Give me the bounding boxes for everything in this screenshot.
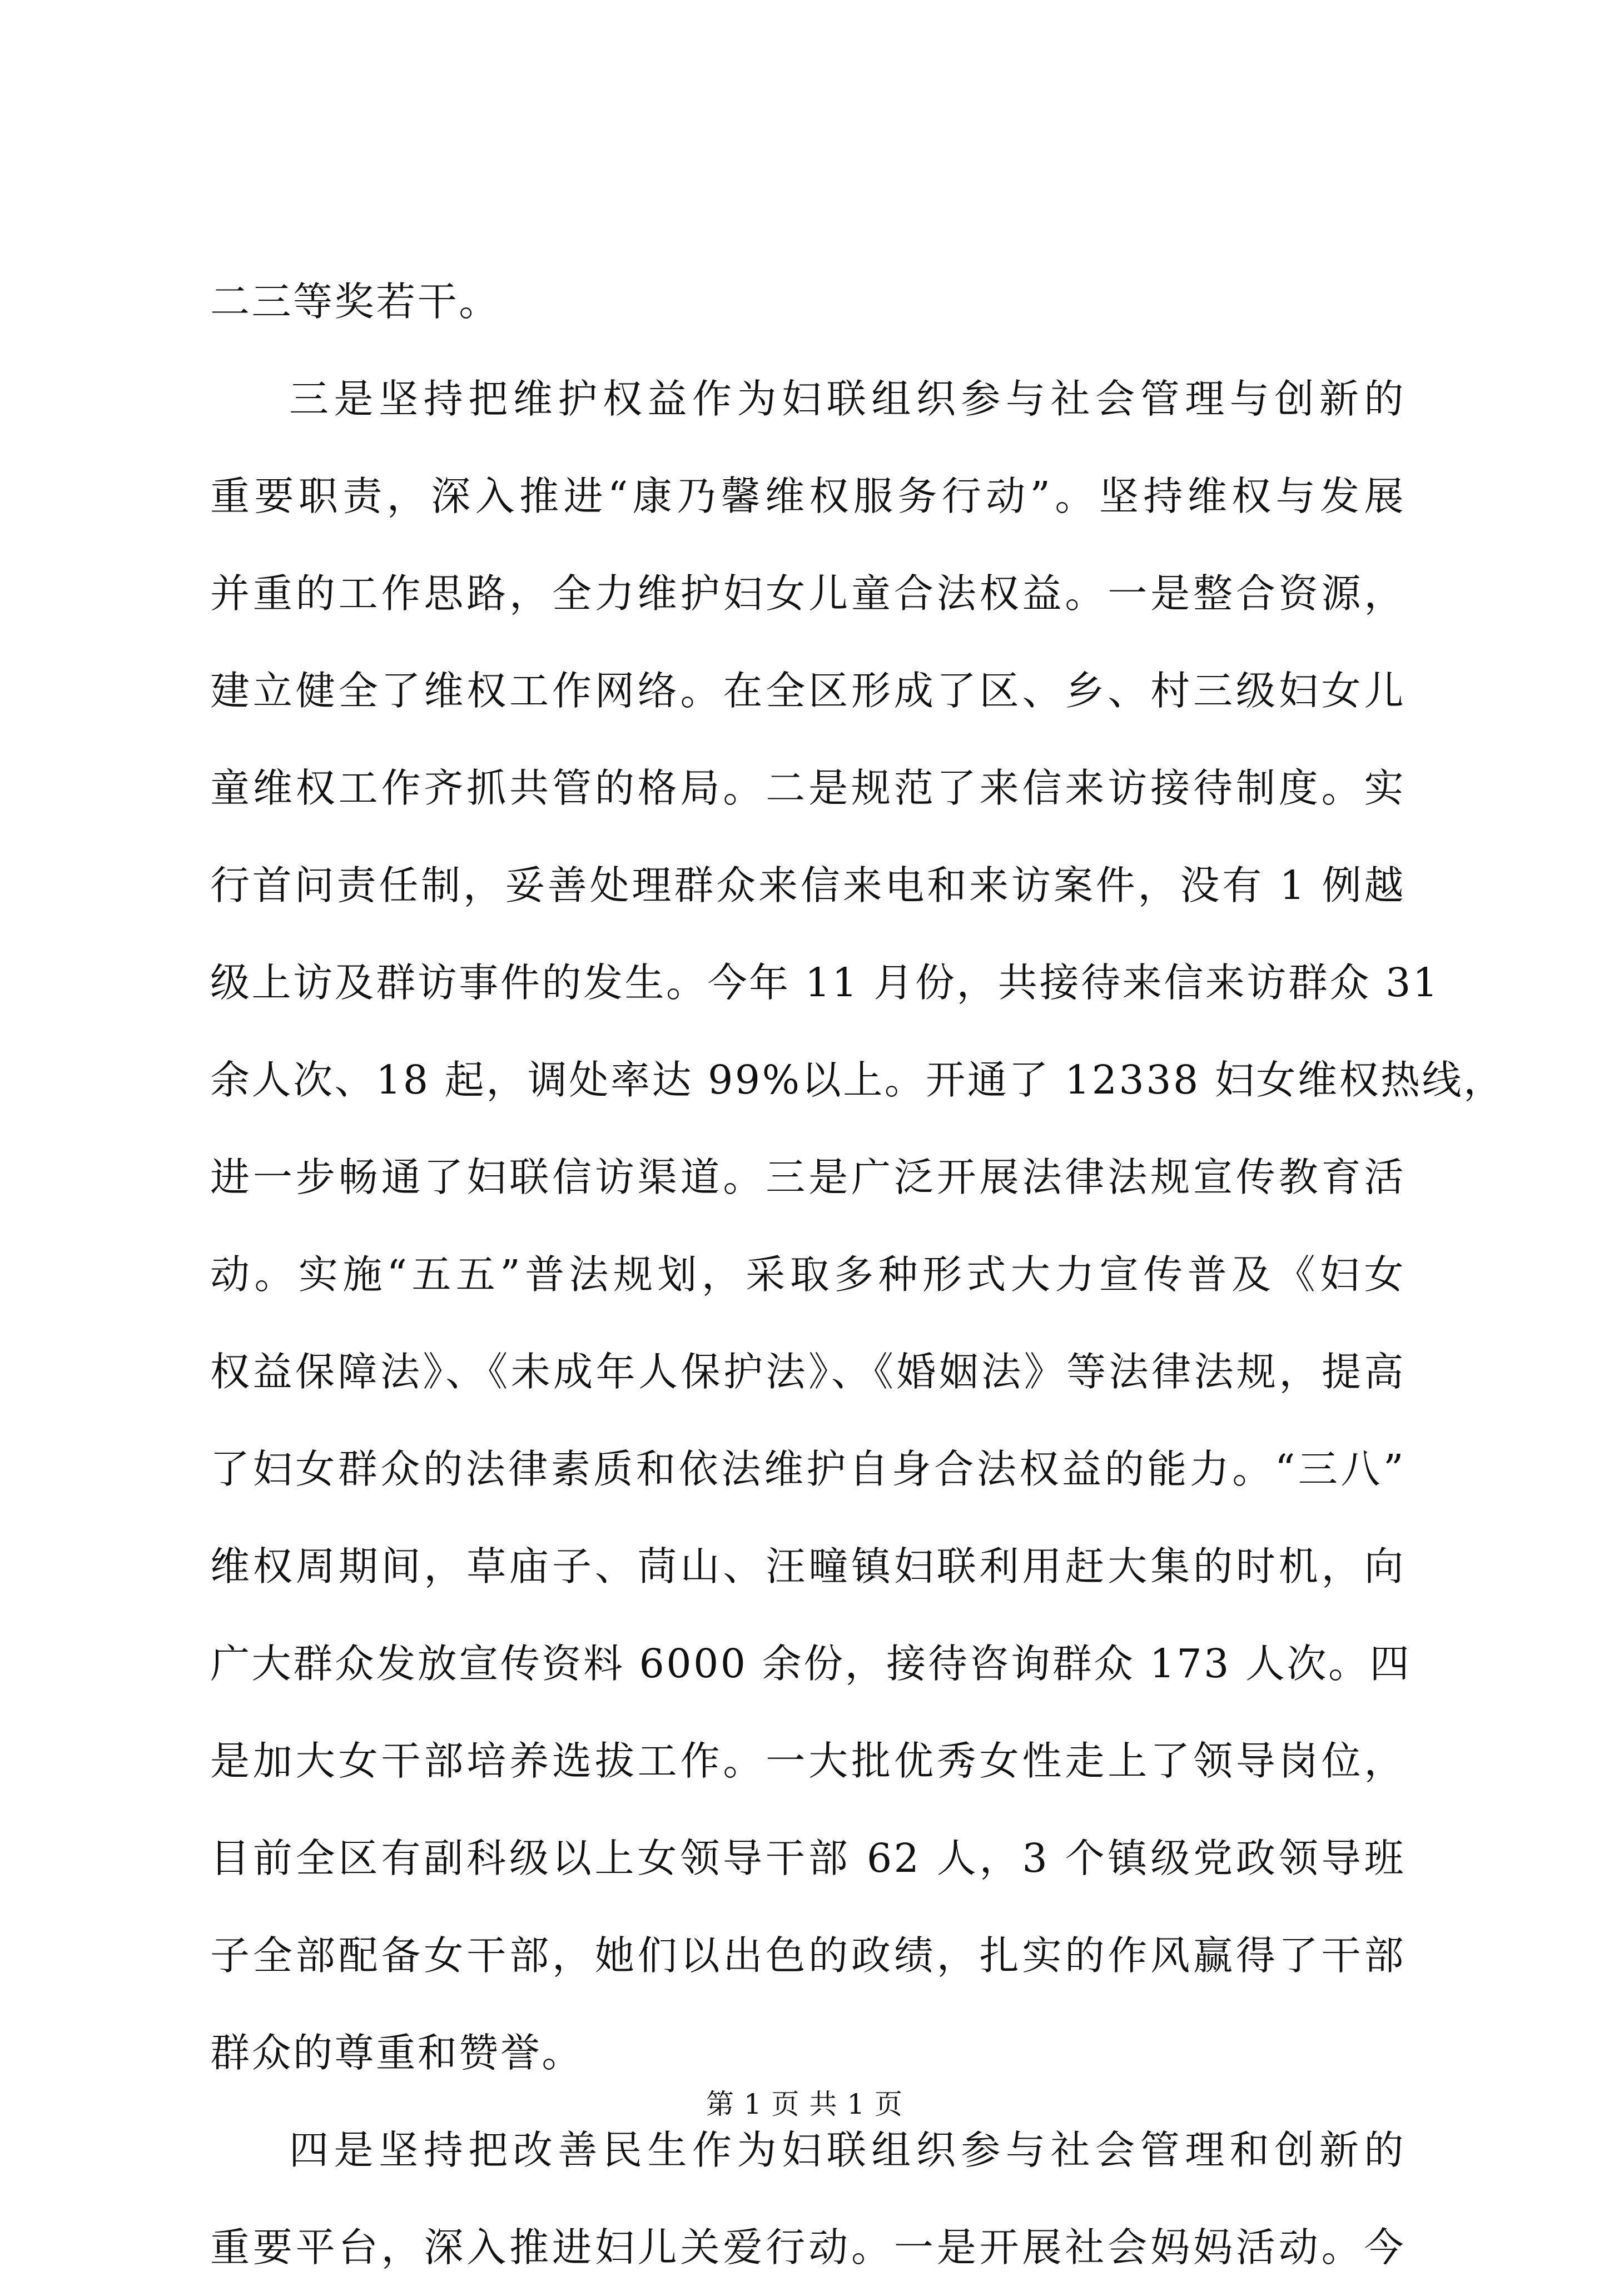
paragraph — [210, 350, 1505, 2101]
text-line: 了妇女群众的法律素质和依法维护自身合法权益的能力。“三八” — [210, 1446, 1406, 1492]
text-line: 余人次、18 起，调处率达 99%以上。开通了 12338 妇女维权热线， — [210, 1057, 1505, 1103]
text-line: 童维权工作齐抓共管的格局。二是规范了来信来访接待制度。实 — [210, 765, 1406, 811]
text-line: 群众的尊重和赞誉。 — [210, 2030, 583, 2076]
text-line: 并重的工作思路，全力维护妇女儿童合法权益。一是整合资源， — [210, 570, 1406, 617]
text-line: 重要职责，深入推进“康乃馨维权服务行动”。坚持维权与发展 — [210, 473, 1406, 519]
text-line: 级上访及群访事件的发生。今年 11 月份，共接待来信来访群众 31 — [210, 960, 1440, 1006]
text-line: 行首问责任制，妥善处理群众来信来电和来访案件，没有 1 例越 — [210, 862, 1406, 908]
text-line: 权益保障法》、《未成年人保护法》、《婚姻法》等法律法规，提高 — [210, 1349, 1406, 1395]
paragraph — [210, 253, 1406, 350]
text-line: 是加大女干部培养选拔工作。一大批优秀女性走上了领导岗位， — [210, 1738, 1406, 1784]
text-line: 广大群众发放宣传资料 6000 余份，接待咨询群众 173 人次。四 — [210, 1641, 1412, 1687]
text-line: 子全部配备女干部，她们以出色的政绩，扎实的作风赢得了干部 — [210, 1932, 1406, 1979]
page-footer: 第 1 页 共 1 页 — [706, 2088, 903, 2120]
text-line: 二三等奖若干。 — [210, 279, 500, 325]
paragraph — [210, 2101, 1406, 2296]
text-line: 重要平台，深入推进妇儿关爱行动。一是开展社会妈妈活动。今 — [210, 2224, 1406, 2270]
text-line: 三是坚持把维护权益作为妇联组织参与社会管理与创新的 — [289, 376, 1406, 422]
text-line: 动。实施“五五”普法规划，采取多种形式大力宣传普及《妇女 — [210, 1251, 1406, 1298]
document-body — [210, 253, 1505, 2296]
text-line: 四是坚持把改善民生作为妇联组织参与社会管理和创新的 — [289, 2127, 1406, 2173]
text-line: 目前全区有副科级以上女领导干部 62 人，3 个镇级党政领导班 — [210, 1835, 1406, 1881]
text-line: 建立健全了维权工作网络。在全区形成了区、乡、村三级妇女儿 — [210, 668, 1406, 714]
text-line: 进一步畅通了妇联信访渠道。三是广泛开展法律法规宣传教育活 — [210, 1154, 1406, 1200]
text-line: 维权周期间，草庙子、茼山、汪疃镇妇联利用赶大集的时机，向 — [210, 1543, 1406, 1589]
